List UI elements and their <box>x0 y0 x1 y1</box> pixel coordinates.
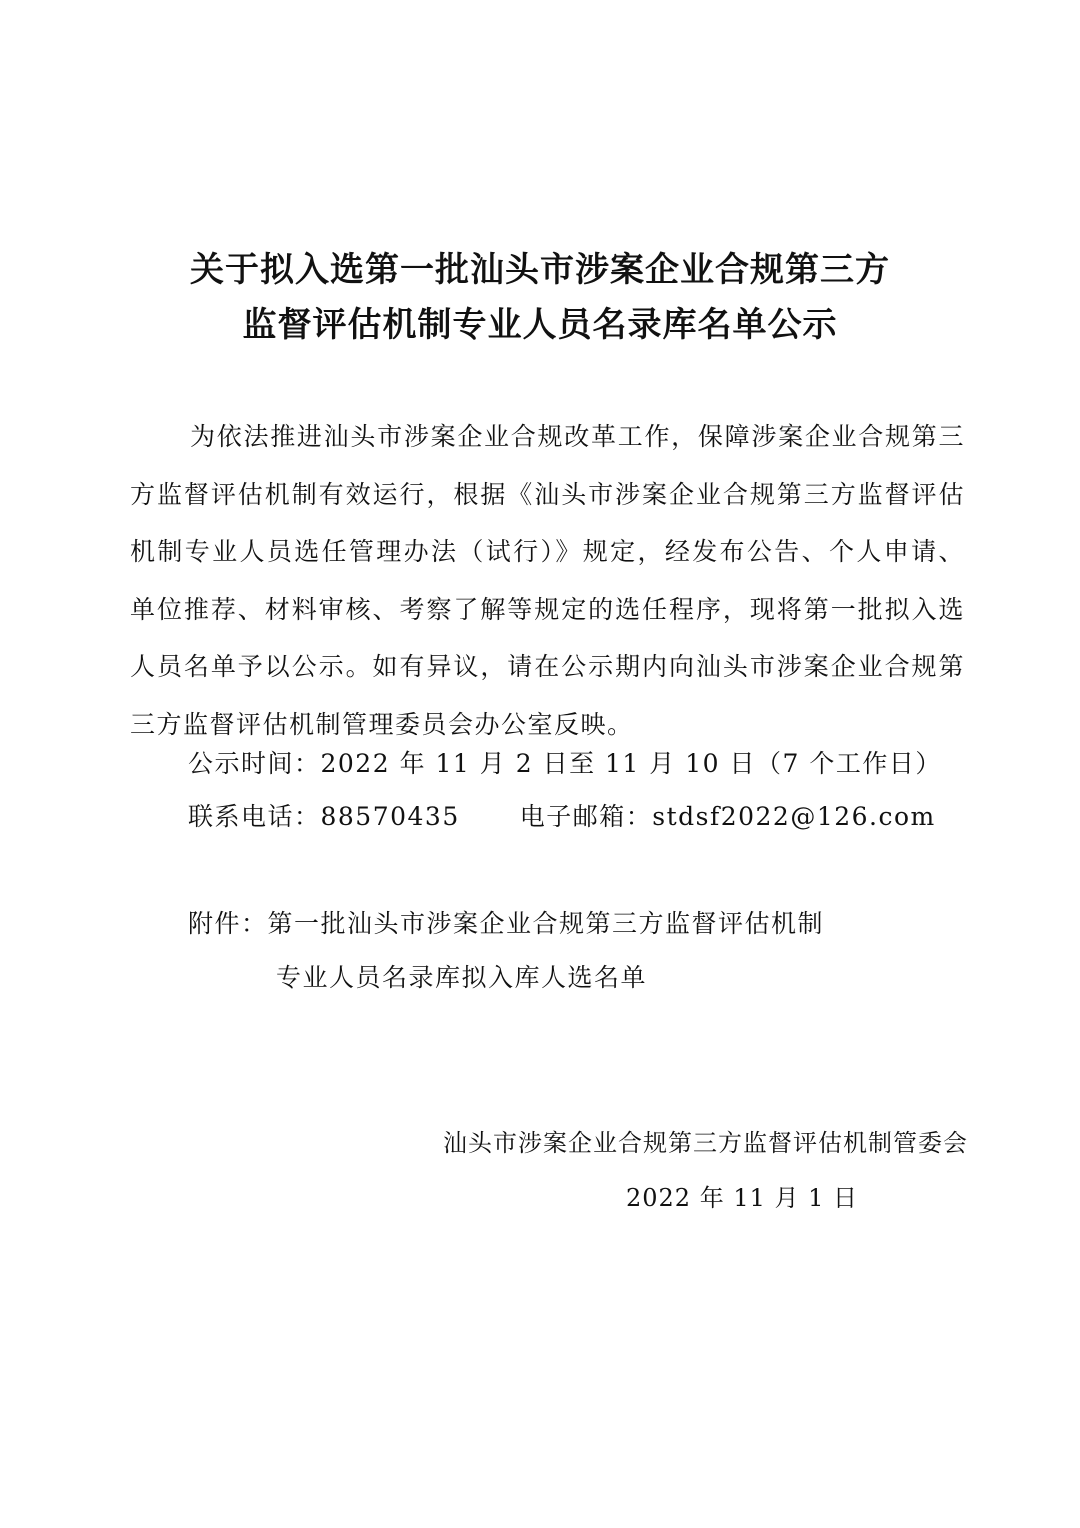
document-title-line-1: 关于拟入选第一批汕头市涉案企业合规第三方 <box>190 250 890 290</box>
document-title-line-2: 监督评估机制专业人员名录库名单公示 <box>242 305 838 345</box>
signature-date: 2022 年 11 月 1 日 <box>626 1184 859 1212</box>
attachment-line-1: 附件：第一批汕头市涉案企业合规第三方监督评估机制 <box>188 909 825 938</box>
contact-phone: 联系电话：88570435 <box>188 802 460 831</box>
notice-period: 公示时间：2022 年 11 月 2 日至 11 月 10 日（7 个工作日） <box>188 749 942 778</box>
body-paragraph: 为依法推进汕头市涉案企业合规改革工作，保障涉案企业合规第三方监督评估机制有效运行，根据《汕头市涉案企业合规第三方监督评估机制专业人员选任管理办法（试行）》规定，经发布公告、个人申请、单位推荐、材料审核、考察了解等规定的选任程序，现将第一批拟入选人员名单予以公示。如有异议，请在公示期内向汕头市涉案企业合规第三方监督评估机制管理委员会办公室反映。 <box>130 422 965 739</box>
attachment-line-2: 专业人员名录库拟入库人选名单 <box>276 963 648 992</box>
contact-email: 电子邮箱：stdsf2022@126.com <box>519 802 936 831</box>
contact-info <box>188 797 936 837</box>
signature-organization: 汕头市涉案企业合规第三方监督评估机制管委会 <box>443 1129 968 1157</box>
